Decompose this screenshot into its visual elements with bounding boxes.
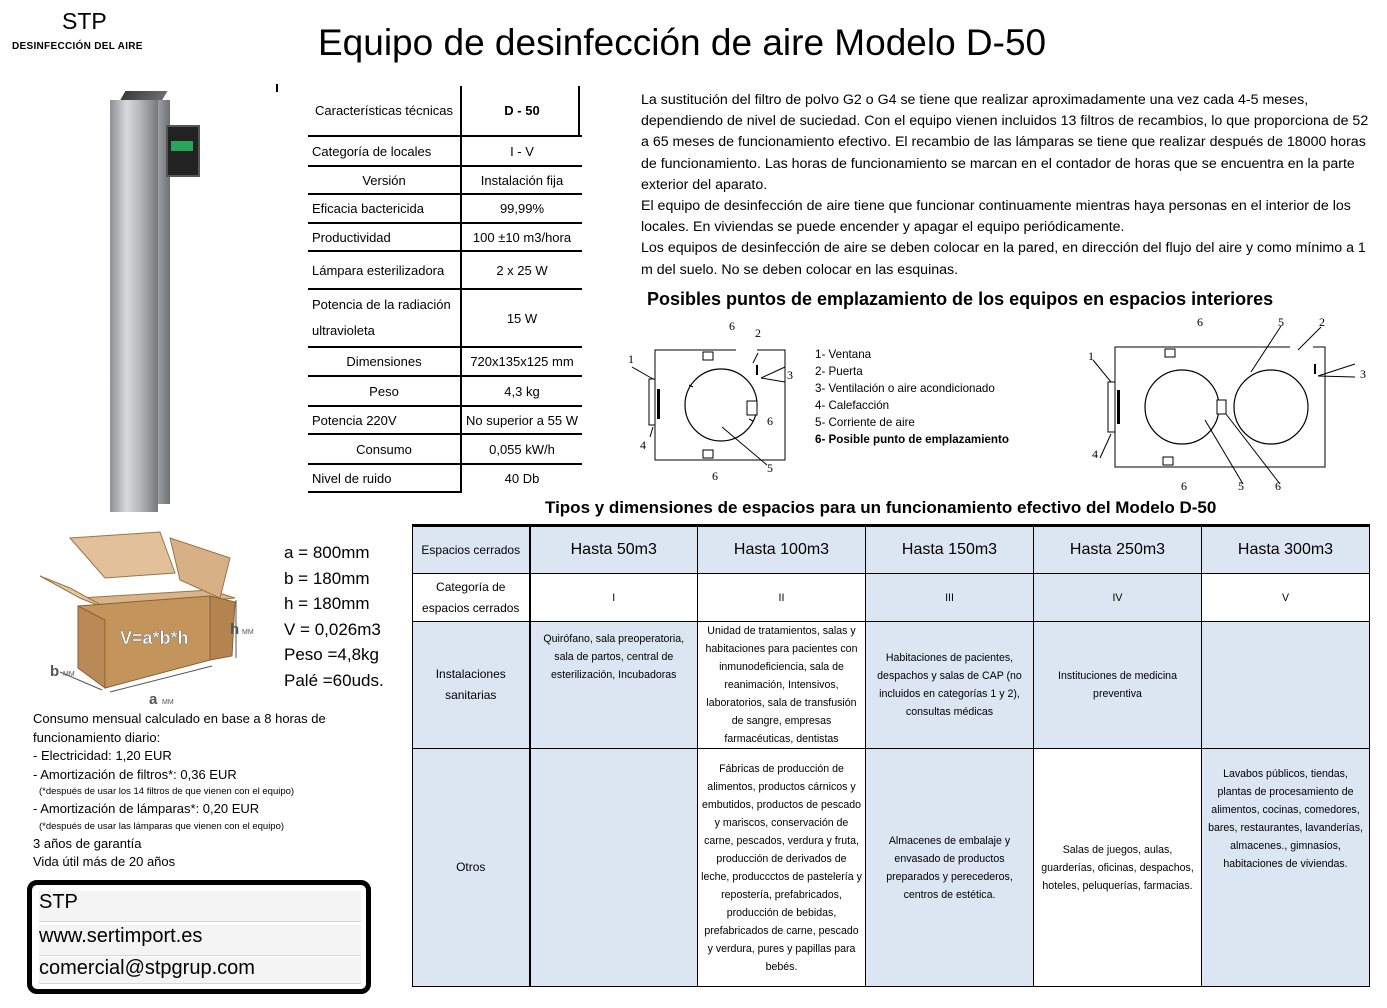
spec-value: 0,055 kW/h (461, 434, 582, 464)
spec-table-edge (578, 86, 580, 136)
dimension-line: Palé =60uds. (284, 670, 384, 690)
placement-point-icon (1163, 457, 1173, 465)
spec-label: Versión (308, 166, 461, 194)
spaces-title: Tipos y dimensiones de espacios para un funcionamiento efectivo del Modelo D-50 (545, 498, 1217, 517)
sanitary-label: Instalaciones sanitarias (413, 622, 530, 749)
spec-label: Peso (308, 376, 461, 406)
device-image (110, 100, 158, 512)
page-title: Equipo de desinfección de aire Modelo D-50 (318, 22, 1047, 63)
spec-label: Consumo (308, 434, 461, 464)
marker-label: 4 (640, 438, 646, 452)
spec-value: 720x135x125 mm (461, 347, 582, 376)
spec-label: Dimensiones (308, 347, 461, 376)
logo-subtitle: DESINFECCIÓN DEL AIRE (12, 41, 143, 52)
spec-value: I - V (461, 136, 582, 166)
sanitary-cell: Instituciones de medicina preventiva (1034, 622, 1202, 749)
marker-label: 4 (1092, 447, 1098, 461)
spec-value: 2 x 25 W (461, 251, 582, 289)
marker-label: 1 (1088, 349, 1094, 363)
box-b-label: b (50, 663, 60, 680)
logo-text: STP (62, 8, 107, 34)
marker-label: 6 (1197, 315, 1203, 329)
spec-label: Categoría de locales (308, 136, 461, 166)
marker-label: 2 (755, 326, 761, 340)
legend-item: 2- Puerta (815, 365, 863, 378)
category-value: IV (1034, 574, 1202, 622)
room-diagram-single (625, 315, 805, 480)
spec-value: 100 ±10 m3/hora (461, 223, 582, 251)
spaces-table (412, 524, 1370, 987)
sanitary-cell: Quirófano, sala preoperatoria, sala de partos, central de esterilización, Incubadoras (530, 622, 698, 749)
box-illustration (30, 528, 270, 708)
dimension-line: h = 180mm (284, 594, 370, 613)
volume-header: Hasta 100m3 (698, 526, 866, 574)
box-unit: MM (63, 671, 75, 678)
volume-header: Hasta 150m3 (866, 526, 1034, 574)
placement-point-icon (1165, 349, 1175, 357)
spec-value: 99,99% (461, 194, 582, 223)
others-cell (530, 749, 698, 987)
marker-label: 5 (1238, 479, 1244, 493)
legend-item: 3- Ventilación o aire acondicionado (815, 382, 995, 395)
marker-label: 5 (1278, 315, 1284, 329)
consumption-info (33, 710, 326, 872)
volume-header: Hasta 300m3 (1202, 526, 1370, 574)
marker-label: 6 (1181, 479, 1187, 493)
spec-label: Lámpara esterilizadora (308, 251, 461, 289)
spec-header-label: Características técnicas (308, 86, 461, 136)
category-value: I (530, 574, 698, 622)
category-value: V (1202, 574, 1370, 622)
consumption-line: Consumo mensual calculado en base a 8 horas de (33, 711, 326, 726)
marker-label: 3 (1360, 367, 1366, 381)
spec-value: 4,3 kg (461, 376, 582, 406)
box-unit: MM (162, 699, 174, 706)
spec-value: Instalación fija (461, 166, 582, 194)
placement-point-icon (703, 450, 713, 458)
warranty-line: 3 años de garantía (33, 835, 142, 851)
placement-point-icon (1217, 400, 1226, 414)
heater-icon (657, 389, 660, 419)
window-icon (1108, 382, 1115, 432)
box-unit: MM (242, 629, 254, 636)
consumption-line: - Electricidad: 1,20 EUR (33, 748, 172, 763)
marker-label: 1 (628, 352, 634, 366)
heater-icon (1117, 390, 1120, 424)
consumption-line: funcionamiento diario: (33, 729, 161, 745)
volume-header: Hasta 250m3 (1034, 526, 1202, 574)
spec-value: No superior a 55 W (461, 406, 582, 434)
volume-header: Hasta 50m3 (530, 526, 698, 574)
dimension-line: b = 180mm (284, 568, 370, 588)
marker-label: 6 (712, 469, 718, 480)
dimension-line: V = 0,026m3 (284, 619, 381, 639)
description-paragraph: El equipo de desinfección de aire tiene que funcionar continuamente mientras haya personas en el interior de los locales. En viviendas se puede encender y apagar el equipo periódicamente. (641, 198, 1351, 236)
category-label: Categoría de espacios cerrados (413, 574, 530, 622)
others-cell: Lavabos públicos, tiendas, plantas de procesamiento de alimentos, cocinas, comedores, bares, restaurantes, lavanderías, almacenes., gimnasios, habitaciones de viviendas. (1202, 749, 1370, 987)
spaces-header-label: Espacios cerrados (413, 526, 530, 574)
box-h-label: h (230, 621, 240, 638)
marker-label: 6 (1275, 479, 1281, 493)
consumption-line: - Amortización de filtros*: 0,36 EUR (33, 766, 237, 782)
box-formula: V=a*b*h (120, 628, 189, 648)
others-cell: Almacenes de embalaje y envasado de productos preparados y perecederos, centros de estética. (866, 749, 1034, 987)
dimension-line: Peso =4,8kg (284, 645, 379, 664)
placement-title: Posibles puntos de emplazamiento de los equipos en espacios interiores (647, 289, 1274, 309)
contact-website[interactable]: www.sertimport.es (39, 925, 361, 956)
device-control-panel (166, 125, 200, 177)
spec-label: Productividad (308, 223, 461, 251)
window-icon (649, 379, 655, 425)
category-value: III (866, 574, 1034, 622)
marker-label: 3 (787, 368, 793, 382)
spec-table (308, 86, 582, 493)
spec-label: Nivel de ruido (308, 464, 461, 492)
contact-email[interactable]: comercial@stpgrup.com (39, 957, 361, 984)
description-paragraph: Los equipos de desinfección de aire se deben colocar en la pared, en dirección del flujo del aire y como mínimo a 1 m del suelo. No se deben colocar en las esquinas. (641, 240, 1366, 278)
legend-item: 1- Ventana (815, 348, 872, 361)
placement-legend (815, 346, 1009, 448)
placement-point-icon (703, 352, 713, 360)
others-label: Otros (413, 749, 530, 987)
placement-point-icon (747, 401, 757, 415)
others-cell: Salas de juegos, aulas, guarderías, oficinas, despachos, hoteles, peluquerías, farmacias. (1034, 749, 1202, 987)
consumption-note: (*después de usar las lámparas que vienen con el equipo) (39, 820, 285, 832)
spec-label: Potencia de la radiación ultravioleta (308, 289, 461, 347)
spec-label: Eficacia bactericida (308, 194, 461, 223)
marker-label: 2 (1319, 315, 1325, 329)
consumption-line: - Amortización de lámparas*: 0,20 EUR (33, 801, 260, 816)
spec-label: Potencia 220V (308, 406, 461, 434)
spec-header-value: D - 50 (461, 86, 582, 136)
divider (276, 84, 278, 92)
sanitary-cell: Habitaciones de pacientes, despachos y salas de CAP (no incluidos en categorías 1 y 2), consultas médicas (866, 622, 1034, 749)
legend-item: 4- Calefacción (815, 399, 890, 412)
box-a-label: a (149, 691, 158, 708)
marker-label: 6 (767, 414, 773, 428)
legend-item: 6- Posible punto de emplazamiento (815, 433, 1009, 446)
dimension-line: a = 800mm (284, 543, 370, 562)
legend-item: 5- Corriente de aire (815, 416, 915, 429)
sanitary-cell: Unidad de tratamientos, salas y habitaciones para pacientes con inmunodeficiencia, sala de reanimación, Intensivos, laboratorios, sala de transfusión de sangre, empresas farmacéuticas, dentistas (698, 622, 866, 749)
contact-box (27, 880, 371, 994)
description-paragraph: La sustitución del filtro de polvo G2 o G4 se tiene que realizar aproximadamente una vez cada 4-5 meses, dependiendo de nivel de suciedad. Con el equipo vienen incluidos 13 filtros de recambios, lo que proporciona de 52 a 65 meses de funcionamiento efectivo. El recambio de las lámparas se tiene que realizar después de 18000 horas de funcionamiento. Las horas de funcionamiento se marcan en el contador de horas que se encuentra en la parte exterior del aparato. (641, 92, 1369, 193)
spec-value: 40 Db (461, 464, 582, 492)
marker-label: 5 (767, 461, 773, 475)
marker-label: 6 (729, 319, 735, 333)
box-dimensions (284, 540, 384, 693)
lifetime-line: Vida útil más de 20 años (33, 854, 176, 869)
category-value: II (698, 574, 866, 622)
consumption-note: (*después de usar los 14 filtros de que vienen con el equipo) (39, 786, 295, 797)
description (641, 90, 1371, 281)
sanitary-cell (1202, 622, 1370, 749)
contact-company: STP (39, 891, 361, 922)
others-cell: Fábricas de producción de alimentos, productos cárnicos y embutidos, productos de pescado y mariscos, conservación de carne, pescados, verdura y fruta, producción de derivados de leche, produccctos de pastelería y repostería, prefabricados, producción de bebidas, prefabricados de carne, pescado y verdura, pures y papillas para bebés. (698, 749, 866, 987)
room-diagram-double (1085, 312, 1375, 497)
spec-value: 15 W (461, 289, 582, 347)
